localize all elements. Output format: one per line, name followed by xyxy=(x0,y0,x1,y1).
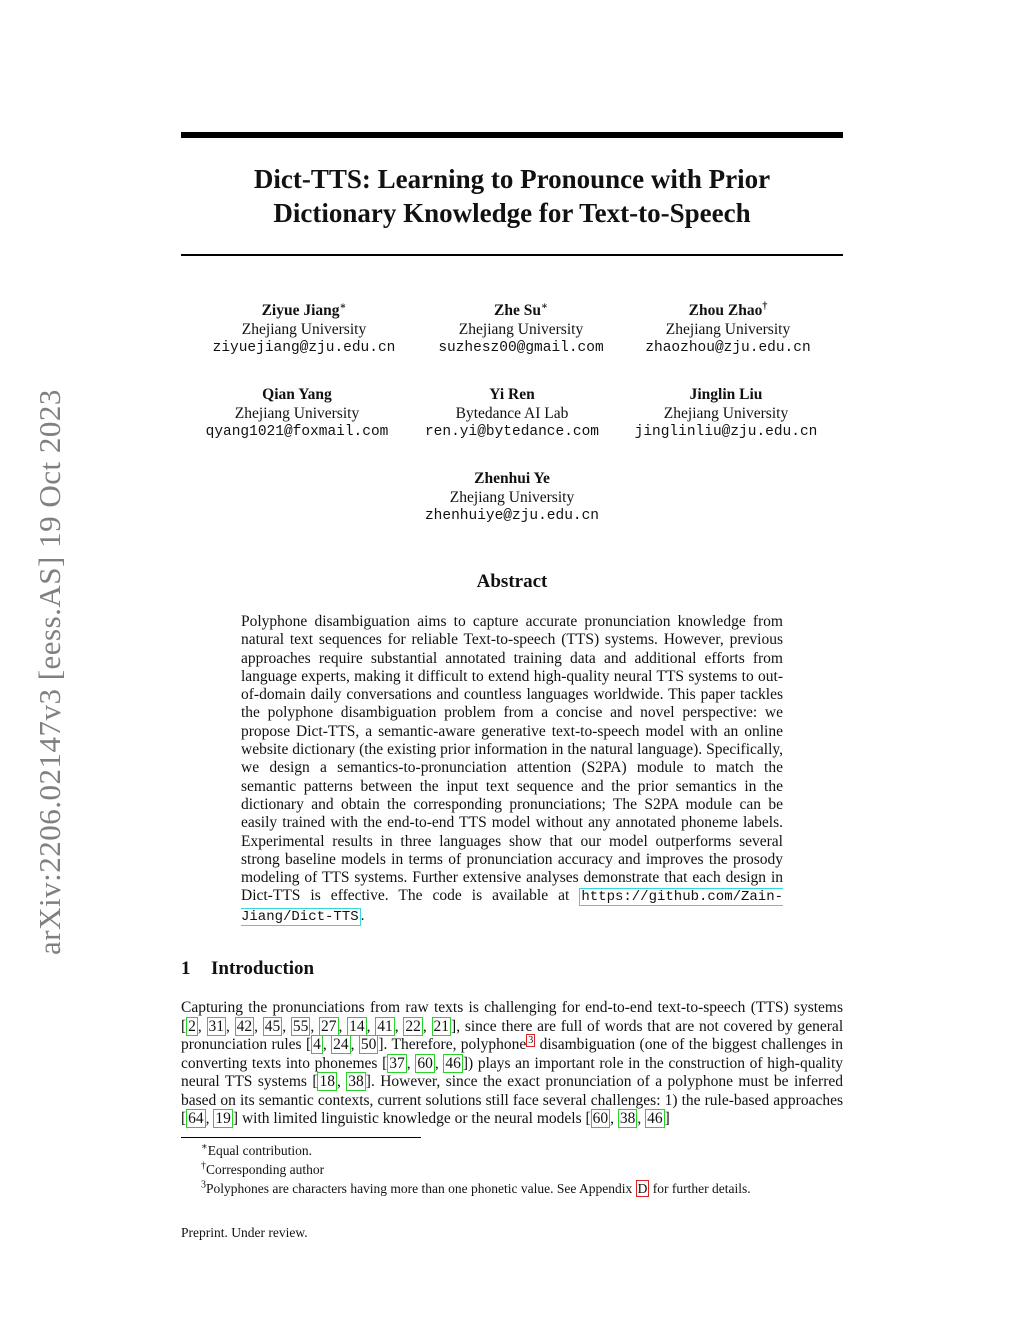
author-name: Ziyue Jiang xyxy=(261,302,340,319)
preprint-note: Preprint. Under review. xyxy=(181,1225,308,1240)
author-mark: ∗ xyxy=(541,300,548,312)
citation[interactable]: 38 xyxy=(619,1110,636,1127)
author-email[interactable]: jinglinliu@zju.edu.cn xyxy=(634,424,818,440)
author-name: Zhe Su xyxy=(494,302,542,319)
citation[interactable]: 50 xyxy=(360,1036,377,1053)
footnote-text: Polyphones are characters having more than one phonetic value. See Appendix xyxy=(206,1181,636,1196)
citation[interactable]: 46 xyxy=(647,1110,663,1127)
author-email[interactable]: suzhesz00@gmail.com xyxy=(438,340,604,356)
abstract-text: Polyphone disambiguation aims to capture accurate pronunciation knowledge from natural text sequences for reliable Text-to-speech (TTS) systems. However, previous approaches require substantial annotated training data and additional efforts from language experts, making it difficult to extend high-quality neural TTS systems to out-of-domain daily conversations and countless languages worldwide. This paper tackles the polyphone disambiguation problem from a concise and novel perspective: we propose Dict-TTS, a semantic-aware generative text-to-speech model with an online website dictionary (the existing prior information in the natural language). Specifically, we design a semantics-to-pronunciation attention (S2PA) module to match the semantic patterns between the input text sequence and the prior semantics in the dictionary and obtain the corresponding pronunciations; The S2PA module can be easily trained with the end-to-end TTS model without any annotated phoneme labels. Experimental results in three languages show that our model outperforms several strong baseline models in terms of pronunciation accuracy and improves the prosody modeling of TTS systems. Further extensive analyses demonstrate that each design in Dict-TTS is effective. The code is available at xyxy=(241,613,783,905)
abstract-body: Polyphone disambiguation aims to capture accurate pronunciation knowledge from natural text sequences for reliable Text-to-speech (TTS) systems. However, previous approaches require substantial annotated training data and additional efforts from language experts, making it difficult to extend high-quality neural TTS systems to out-of-domain daily conversations and countless languages worldwide. This paper tackles the polyphone disambiguation problem from a concise and novel perspective: we propose Dict-TTS, a semantic-aware generative text-to-speech model with an online website dictionary (the existing prior information in the natural language). Specifically, we design a semantics-to-pronunciation attention (S2PA) module to match the semantic patterns between the input text sequence and the prior semantics in the dictionary and obtain the corresponding pronunciations; The S2PA module can be easily trained with the end-to-end TTS model without any annotated phoneme labels. Experimental results in three languages show that our model outperforms several strong baseline models in terms of pronunciation accuracy and improves the prosody modeling of TTS systems. Further extensive analyses demonstrate that each design in Dict-TTS is effective. The code is available at https://github.com/Zain-Jiang/Dict-TTS . xyxy=(241,613,784,925)
author-name: Jinglin Liu xyxy=(689,386,763,403)
intro-text: ] with limited linguistic knowledge or the neural models [ xyxy=(232,1110,591,1127)
author-block xyxy=(598,301,858,358)
author-affiliation: Zhejiang University xyxy=(663,405,789,422)
author-email[interactable]: zhenhuiye@zju.edu.cn xyxy=(424,508,600,524)
footnote-ref[interactable]: 3 xyxy=(528,1034,534,1046)
author-affiliation: Zhejiang University xyxy=(665,321,791,338)
author-name: Zhenhui Ye xyxy=(474,470,550,487)
author-email[interactable]: qyang1021@foxmail.com xyxy=(205,424,389,440)
citation[interactable]: 2 xyxy=(188,1017,196,1035)
arxiv-identifier: arXiv:2206.02147v3 [eess.AS] 19 Oct 2023 xyxy=(32,389,67,955)
author-name: Yi Ren xyxy=(489,386,535,403)
intro-text: ], since there are full of words that are not covered by general pronunciation rules [ xyxy=(181,1017,844,1053)
citation[interactable]: 18 xyxy=(319,1073,335,1090)
intro-paragraph: Capturing the pronunciations from raw texts is challenging for end-to-end text-to-speech (TTS) systems [ 2 , 31 , 42 , 45 , 55 , 27 , 14 , 41 , 22 , 21 ], since there are full of words that are not covered by general pronunciation rules [ 4 , 24 , 50 ]. Therefore, polyphone $^3$ disambiguation (one of the biggest challenges in converting texts into phonemes [ 37 , 60 , 46 ]) plays an important role in the construction of high-quality neural TTS systems [ 18 , 38 ]. However, since the exact pronunciation of a polyphone must be inferred based on its semantic contexts, current solutions still face several challenges: 1) the rule-based approaches [ 64 , 19 ] with limited linguistic knowledge or the neural models [ 60 , 38 , 46 ] xyxy=(181,999,844,1127)
intro-text: ]. However, since the exact pronunciation of a polyphone must be inferred based on its semantic contexts, current solutions still face several challenges: 1) the rule-based approaches [ xyxy=(181,1073,843,1127)
author-affiliation: Bytedance AI Lab xyxy=(455,405,569,422)
citation[interactable]: 41 xyxy=(377,1017,393,1035)
footnote xyxy=(181,1179,843,1198)
citation[interactable]: 14 xyxy=(349,1017,365,1035)
citation[interactable]: 24 xyxy=(333,1036,349,1053)
author-affiliation: Zhejiang University xyxy=(241,321,367,338)
author-block xyxy=(596,385,856,442)
citation[interactable]: 19 xyxy=(215,1110,231,1127)
intro-text: disambiguation (one of the biggest challenges in converting texts into phonemes [ xyxy=(181,1036,843,1072)
author-name: Qian Yang xyxy=(262,386,332,403)
section-title: Introduction xyxy=(211,958,315,979)
footnote-text: Equal contribution. xyxy=(207,1143,313,1158)
intro-text: Capturing the pronunciations from raw texts is challenging for end-to-end text-to-speech (TTS) systems [ xyxy=(181,999,843,1035)
intro-text: ]. Therefore, polyphone xyxy=(378,1036,527,1053)
section-number: 1 xyxy=(181,958,191,979)
footnote-rule xyxy=(181,1137,421,1138)
citation[interactable]: 60 xyxy=(417,1054,433,1072)
citation[interactable]: 37 xyxy=(389,1054,405,1072)
title-line-1: Dict-TTS: Learning to Pronounce with Prior xyxy=(253,164,771,194)
citation[interactable]: 45 xyxy=(264,1017,281,1035)
author-name: Zhou Zhao xyxy=(688,302,763,319)
abstract-heading: Abstract xyxy=(476,571,548,592)
citation[interactable]: 4 xyxy=(313,1036,321,1053)
code-link[interactable]: https://github.com/Zain-Jiang/Dict-TTS xyxy=(241,889,784,925)
author-affiliation: Zhejiang University xyxy=(234,405,360,422)
author-block xyxy=(382,469,642,526)
citation[interactable]: 22 xyxy=(405,1017,421,1035)
footnote xyxy=(181,1160,843,1179)
citation[interactable]: 38 xyxy=(348,1073,364,1090)
title-line-2: Dictionary Knowledge for Text-to-Speech xyxy=(273,198,751,228)
footnote-mark: † xyxy=(201,1160,206,1172)
footnote-text: for further details. xyxy=(649,1181,751,1196)
author-affiliation: Zhejiang University xyxy=(449,489,575,506)
title-top-rule xyxy=(181,132,843,138)
appendix-link[interactable]: D xyxy=(637,1181,648,1196)
author-email[interactable]: ziyuejiang@zju.edu.cn xyxy=(212,340,396,356)
author-affiliation: Zhejiang University xyxy=(458,321,584,338)
citation[interactable]: 55 xyxy=(292,1017,309,1035)
citation[interactable]: 27 xyxy=(321,1017,337,1035)
citation[interactable]: 42 xyxy=(236,1017,253,1035)
author-email[interactable]: ren.yi@bytedance.com xyxy=(424,424,600,440)
author-mark: † xyxy=(762,300,768,312)
citation[interactable]: 31 xyxy=(208,1017,225,1035)
citation[interactable]: 64 xyxy=(188,1110,204,1127)
citation[interactable]: 46 xyxy=(445,1054,461,1072)
citation[interactable]: 21 xyxy=(433,1017,450,1035)
footnote xyxy=(181,1141,843,1160)
author-email[interactable]: zhaozhou@zju.edu.cn xyxy=(645,340,811,356)
title-bottom-rule xyxy=(181,254,843,256)
footnote-mark: ∗ xyxy=(201,1141,208,1153)
footnotes xyxy=(181,1141,843,1198)
author-mark: ∗ xyxy=(339,300,347,312)
citation[interactable]: 60 xyxy=(592,1110,609,1127)
footnote-mark: 3 xyxy=(201,1179,206,1191)
intro-text: ]) plays an important role in the construction of high-quality neural TTS systems [ xyxy=(181,1054,844,1090)
paper-title xyxy=(181,162,843,230)
intro-text: ] xyxy=(664,1110,670,1127)
footnote-text: Corresponding author xyxy=(206,1162,325,1177)
section-heading xyxy=(181,958,314,980)
